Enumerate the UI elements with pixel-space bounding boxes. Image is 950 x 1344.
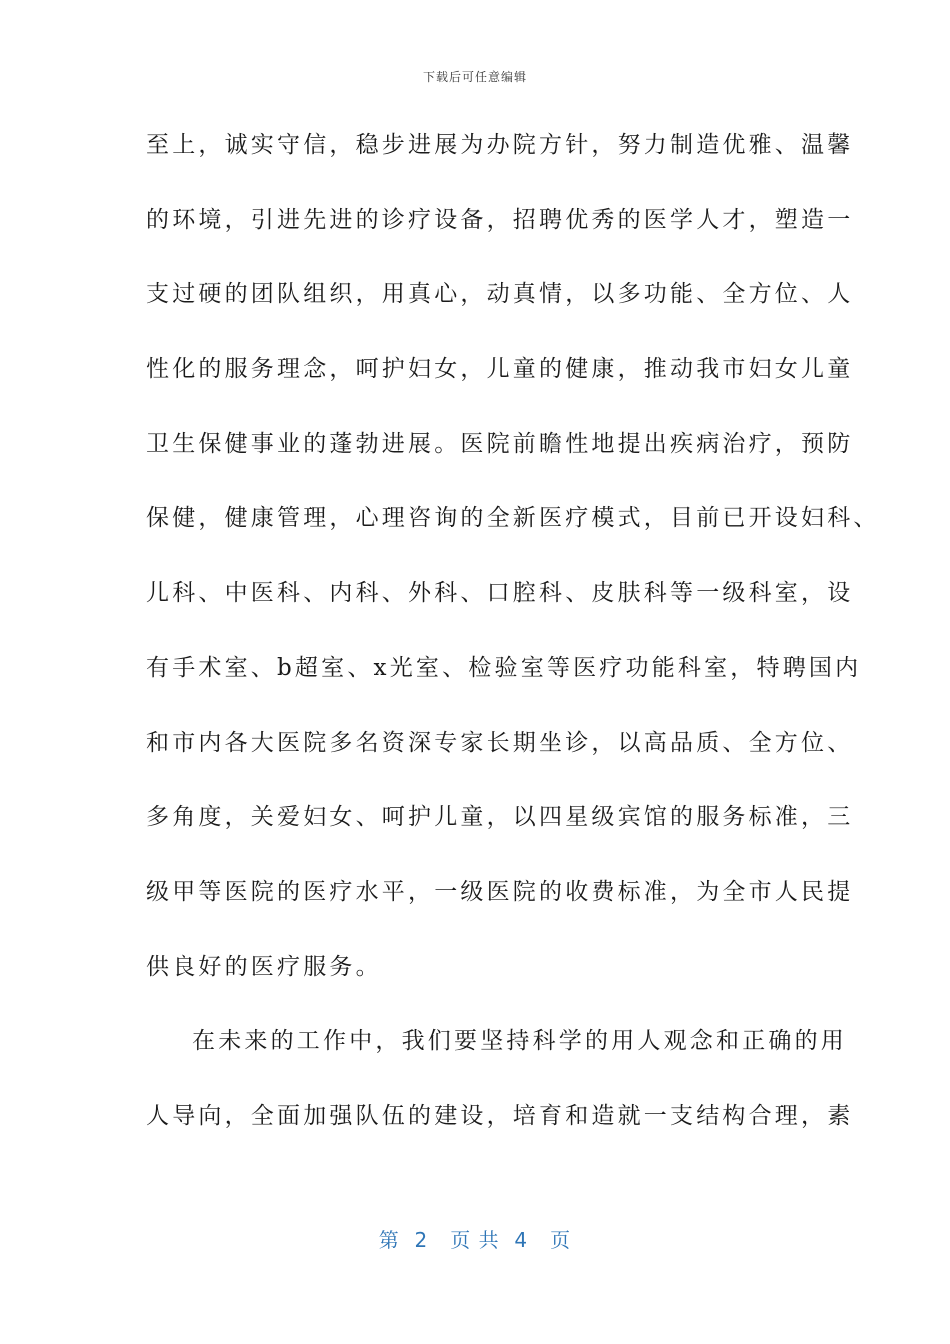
body-line: 的环境，引进先进的诊疗设备，招聘优秀的医学人才，塑造一 — [146, 206, 854, 233]
body-line: 供良好的医疗服务。 — [146, 953, 382, 980]
body-line: 性化的服务理念，呵护妇女，儿童的健康，推动我市妇女儿童 — [146, 356, 854, 383]
body-line: 儿科、中医科、内科、外科、口腔科、皮肤科等一级科室，设 — [146, 580, 854, 607]
body-line: 人导向，全面加强队伍的建设，培育和造就一支结构合理，素 — [146, 1102, 854, 1129]
page-number-footer: 第 2 页 共 4 页 — [378, 1228, 572, 1252]
body-line: 级甲等医院的医疗水平，一级医院的收费标准，为全市人民提 — [146, 878, 854, 905]
header-note: 下载后可任意编辑 — [422, 70, 527, 84]
body-line: 和市内各大医院多名资深专家长期坐诊，以高品质、全方位、 — [146, 729, 854, 756]
body-text — [146, 128, 880, 1174]
body-line: 有手术室、b超室、x光室、检验室等医疗功能科室，特聘国内 — [146, 654, 862, 681]
body-line: 支过硬的团队组织，用真心，动真情，以多功能、全方位、人 — [146, 281, 854, 308]
paragraph-start-line: 在未来的工作中，我们要坚持科学的用人观念和正确的用 — [192, 1028, 847, 1055]
body-line: 卫生保健事业的蓬勃进展。医院前瞻性地提出疾病治疗，预防 — [146, 430, 854, 457]
body-line: 保健，健康管理，心理咨询的全新医疗模式，目前已开设妇科、 — [146, 505, 880, 532]
body-line: 至上，诚实守信，稳步进展为办院方针，努力制造优雅、温馨 — [146, 132, 854, 158]
body-line: 多角度，关爱妇女、呵护儿童，以四星级宾馆的服务标准，三 — [146, 804, 854, 831]
